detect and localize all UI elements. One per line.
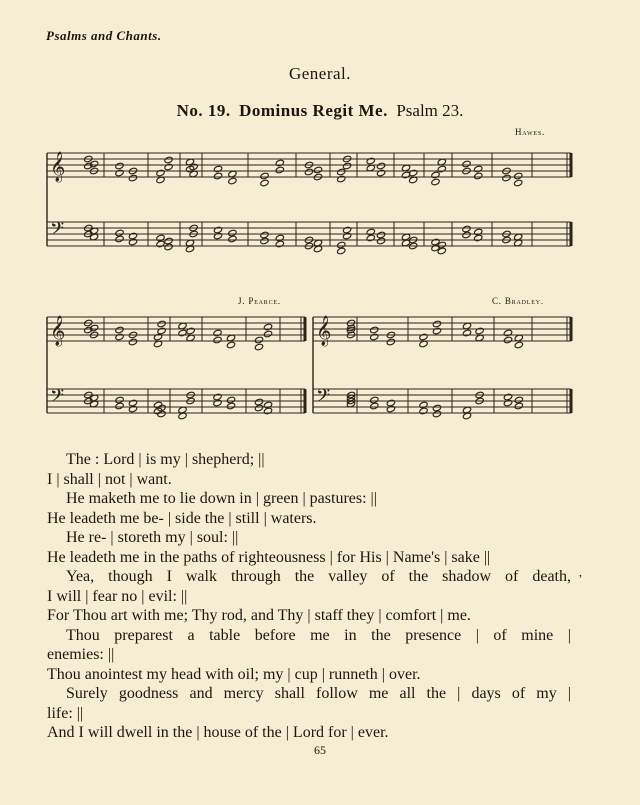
bass-clef-icon: 𝄢 — [50, 386, 65, 411]
note-head — [213, 232, 222, 240]
psalm-line: The : Lord | is my | shepherd; || — [66, 451, 265, 468]
note-head — [115, 333, 124, 341]
note-head — [164, 243, 173, 251]
note-head — [128, 338, 137, 346]
note-head — [386, 405, 395, 413]
note-head — [157, 327, 166, 335]
note-head — [156, 240, 165, 248]
note-head — [366, 157, 375, 165]
note-head — [164, 156, 173, 164]
note-head — [157, 320, 166, 328]
section-title: General. — [288, 64, 352, 83]
treble-clef-icon: 𝄞 — [50, 152, 66, 182]
note-head — [89, 160, 98, 168]
note-head — [115, 162, 124, 170]
psalm-line: He leadeth me be- | side the | still | waters. — [47, 509, 317, 527]
note-head — [115, 326, 124, 334]
note-head — [263, 323, 272, 331]
note-head — [213, 336, 222, 344]
note-head — [503, 399, 512, 407]
note-head — [254, 404, 263, 412]
note-head — [342, 232, 351, 240]
note-head — [186, 327, 195, 335]
note-head — [178, 329, 187, 337]
note-head — [376, 237, 385, 245]
note-head — [514, 179, 523, 187]
note-head — [370, 326, 379, 334]
composer-hawes: Hawes. — [515, 127, 546, 137]
note-head — [115, 235, 124, 243]
note-head — [304, 168, 313, 176]
note-head — [128, 405, 137, 413]
running-head: Psalms and Chants. — [46, 28, 162, 43]
note-head — [462, 329, 471, 337]
bass-clef-icon: 𝄢 — [50, 219, 65, 244]
note-head — [213, 329, 222, 337]
note-head — [128, 238, 137, 246]
note-head — [475, 327, 484, 335]
note-head — [514, 402, 523, 410]
note-head — [370, 333, 379, 341]
note-head — [474, 234, 483, 242]
note-head — [213, 399, 222, 407]
psalm-text — [47, 450, 575, 743]
note-head — [228, 177, 237, 185]
note-head — [275, 166, 284, 174]
note-head — [437, 165, 446, 173]
psalm-line: And I will dwell in the | house of the | Lord for | ever. — [47, 724, 389, 741]
psalm-line: life: || — [47, 704, 84, 722]
note-head — [462, 160, 471, 168]
chant-name: Dominus Regit Me. — [239, 101, 388, 120]
edge-mark: , — [579, 565, 582, 579]
note-head — [226, 341, 235, 349]
note-head — [432, 327, 441, 335]
note-head — [254, 336, 263, 344]
note-head — [263, 330, 272, 338]
note-head — [474, 172, 483, 180]
composer-bradley: C. Bradley. — [492, 296, 544, 306]
note-head — [263, 407, 272, 415]
psalm-line: Thou preparest a table before me in the presence | of mine | — [66, 626, 571, 644]
psalm-line: He leadeth me in the paths of righteousness | for His | Name's | sake || — [47, 548, 491, 566]
treble-clef-icon: 𝄞 — [316, 316, 332, 346]
note-head — [157, 410, 166, 418]
note-head — [260, 237, 269, 245]
psalm-line: enemies: || — [47, 646, 115, 663]
note-head — [337, 175, 346, 183]
note-head — [437, 247, 446, 255]
note-head — [432, 410, 441, 418]
note-head — [115, 169, 124, 177]
note-head — [156, 169, 165, 177]
note-head — [386, 338, 395, 346]
note-head — [462, 231, 471, 239]
note-head — [431, 178, 440, 186]
note-head — [342, 162, 351, 170]
composer-pearce: J. Pearce. — [238, 296, 281, 306]
note-head — [432, 320, 441, 328]
note-head — [89, 324, 98, 332]
note-head — [409, 169, 418, 177]
note-head — [213, 172, 222, 180]
note-head — [503, 329, 512, 337]
note-head — [514, 172, 523, 180]
psalm-line: For Thou art with me; Thy rod, and Thy | staff they | comfort | me. — [47, 607, 471, 624]
note-head — [226, 402, 235, 410]
note-head — [419, 407, 428, 415]
bass-clef-icon: 𝄢 — [316, 386, 331, 411]
psalm-line: He maketh me to lie down in | green | pastures: || — [66, 490, 377, 507]
note-head — [502, 174, 511, 182]
treble-clef-icon: 𝄞 — [50, 316, 66, 346]
psalm-line: Surely goodness and mercy shall follow me all the | days of my | — [66, 685, 571, 702]
psalm-line: Thou anointest my head with oil; my | cup | runneth | over. — [47, 665, 421, 683]
note-head — [254, 343, 263, 351]
psalm-line: Yea, though I walk through the valley of the shadow of death, — [66, 568, 571, 585]
psalm-line: I | shall | not | want. — [47, 470, 172, 488]
note-head — [260, 172, 269, 180]
note-head — [503, 336, 512, 344]
page-number: 65 — [314, 743, 326, 757]
note-head — [337, 247, 346, 255]
note-head — [376, 162, 385, 170]
note-head — [213, 165, 222, 173]
note-head — [228, 235, 237, 243]
note-head — [514, 341, 523, 349]
note-head — [275, 240, 284, 248]
chant-number: No. 19. — [176, 101, 231, 120]
note-head — [366, 234, 375, 242]
note-head — [370, 402, 379, 410]
note-head — [128, 174, 137, 182]
note-head — [115, 402, 124, 410]
chant-psalm: Psalm 23. — [396, 101, 464, 120]
psalm-line: He re- | storeth my | soul: || — [66, 529, 239, 546]
note-head — [260, 179, 269, 187]
note-head — [419, 333, 428, 341]
note-head — [431, 171, 440, 179]
note-head — [313, 166, 322, 174]
note-head — [164, 163, 173, 171]
note-head — [275, 159, 284, 167]
psalm-line: I will | fear no | evil: || — [47, 587, 188, 605]
note-head — [376, 169, 385, 177]
note-head — [474, 165, 483, 173]
